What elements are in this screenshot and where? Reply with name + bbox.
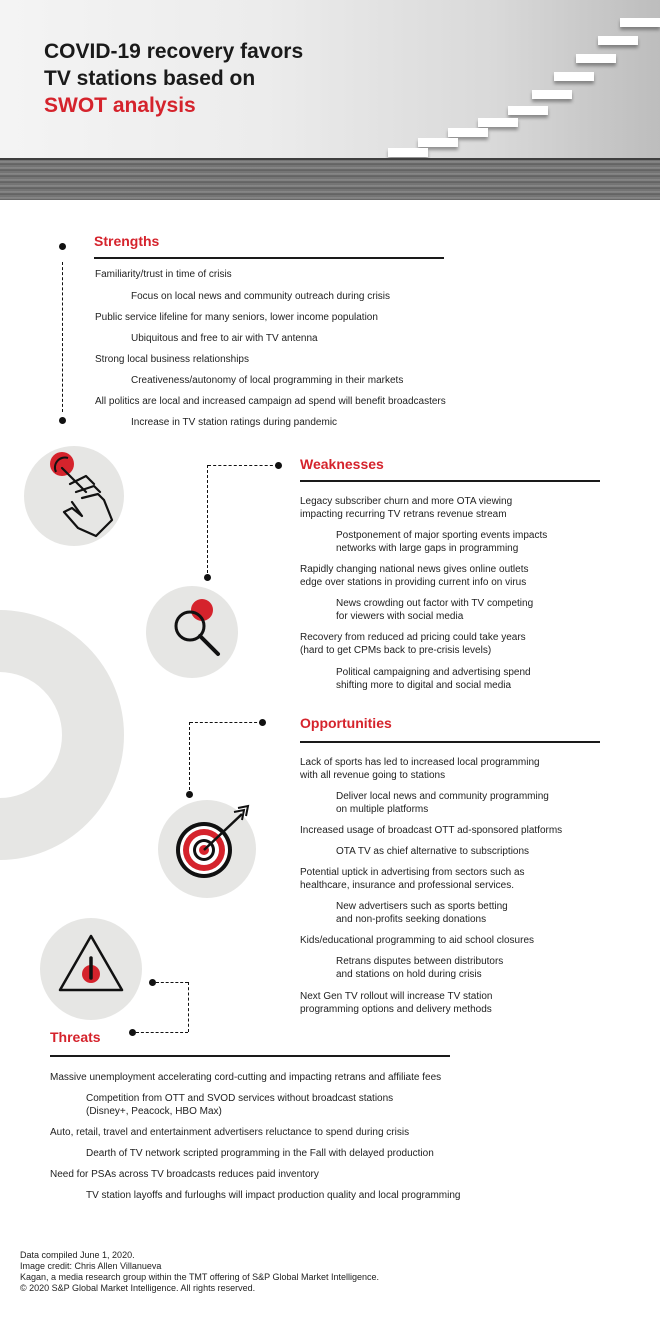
- strength-item: Strong local business relationships: [95, 354, 249, 365]
- opportunities-title: Opportunities: [300, 715, 392, 731]
- footer-copyright: © 2020 S&P Global Market Intelligence. All rights reserved.: [20, 1283, 256, 1293]
- strength-subitem: Creativeness/autonomy of local programming in their markets: [131, 375, 404, 386]
- opportunity-subitem: Retrans disputes between distributors and stations on hold during crisis: [336, 956, 504, 980]
- connector-dash: [190, 722, 262, 723]
- hand-touch-icon: [24, 446, 124, 546]
- weaknesses-title: Weaknesses: [300, 456, 384, 472]
- footer-source: Kagan, a media research group within the TMT offering of S&P Global Market Intelligence.: [20, 1272, 380, 1282]
- threat-subitem: TV station layoffs and furloughs will impact production quality and local programming: [86, 1190, 461, 1201]
- weakness-subitem: Postponement of major sporting events impacts networks with large gaps in programming: [336, 530, 548, 554]
- strength-item: Familiarity/trust in time of crisis: [95, 269, 232, 280]
- connector-dash: [207, 465, 208, 573]
- threats-rule: [50, 1055, 450, 1057]
- opportunity-item: Kids/educational programming to aid school closures: [300, 935, 535, 946]
- timeline-dot: [149, 979, 156, 986]
- stair-step: [478, 118, 518, 127]
- ledge: [0, 160, 660, 200]
- timeline-dot: [204, 574, 211, 581]
- threat-item: Massive unemployment accelerating cord-cutting and impacting retrans and affiliate fees: [50, 1072, 442, 1083]
- weakness-item: Rapidly changing national news gives online outlets edge over stations in providing current info on virus: [300, 564, 529, 588]
- opportunity-item: Next Gen TV rollout will increase TV station programming options and delivery methods: [300, 991, 493, 1015]
- stair-step: [418, 138, 458, 147]
- weakness-item: Legacy subscriber churn and more OTA viewing impacting recurring TV retrans revenue stream: [300, 496, 513, 520]
- footer-date: Data compiled June 1, 2020.: [20, 1250, 135, 1260]
- threat-subitem: Dearth of TV network scripted programming in the Fall with delayed production: [86, 1148, 434, 1159]
- connector-dash: [156, 982, 188, 983]
- stair-step: [448, 128, 488, 137]
- weakness-subitem: Political campaigning and advertising spend shifting more to digital and social media: [336, 667, 531, 691]
- opportunity-item: Potential uptick in advertising from sectors such as healthcare, insurance and professional services.: [300, 867, 525, 891]
- strengths-rule: [94, 257, 444, 259]
- strength-subitem: Ubiquitous and free to air with TV antenna: [131, 333, 318, 344]
- warning-triangle-icon: [40, 918, 142, 1020]
- connector-dash: [208, 465, 278, 466]
- weakness-item: Recovery from reduced ad pricing could take years (hard to get CPMs back to pre-crisis levels): [300, 632, 526, 656]
- target-arrow-icon: [158, 800, 256, 898]
- stair-step: [388, 148, 428, 157]
- footer-notes: [20, 1250, 379, 1294]
- timeline-dot: [59, 417, 66, 424]
- page-title: [44, 38, 303, 119]
- timeline-dot: [59, 243, 66, 250]
- timeline-dot: [129, 1029, 136, 1036]
- opportunity-item: Increased usage of broadcast OTT ad-sponsored platforms: [300, 825, 563, 836]
- connector-dash: [188, 982, 189, 1032]
- stair-step: [576, 54, 616, 63]
- weaknesses-rule: [300, 480, 600, 482]
- opportunity-subitem: New advertisers such as sports betting and non-profits seeking donations: [336, 901, 508, 925]
- threat-subitem: Competition from OTT and SVOD services without broadcast stations (Disney+, Peacock, HBO Max): [86, 1093, 394, 1117]
- stair-step: [508, 106, 548, 115]
- threats-title: Threats: [50, 1029, 101, 1045]
- opportunity-subitem: OTA TV as chief alternative to subscriptions: [336, 846, 530, 857]
- magnifier-icon: [146, 586, 238, 678]
- timeline-dot: [275, 462, 282, 469]
- strength-item: All politics are local and increased campaign ad spend will benefit broadcasters: [95, 396, 446, 407]
- stair-step: [554, 72, 594, 81]
- footer-image-credit: Image credit: Chris Allen Villanueva: [20, 1261, 162, 1271]
- opportunity-item: Lack of sports has led to increased local programming with all revenue going to stations: [300, 757, 540, 781]
- strength-subitem: Focus on local news and community outreach during crisis: [131, 291, 391, 302]
- stair-step: [620, 18, 660, 27]
- threat-item: Need for PSAs across TV broadcasts reduces paid inventory: [50, 1169, 319, 1180]
- connector-dash: [136, 1032, 188, 1033]
- stair-step: [598, 36, 638, 45]
- timeline-dot: [186, 791, 193, 798]
- title-line-1: COVID-19 recovery favors: [44, 40, 304, 63]
- strength-subitem: Increase in TV station ratings during pandemic: [131, 417, 338, 428]
- title-line-3: SWOT analysis: [44, 94, 196, 117]
- connector-dash: [189, 722, 190, 790]
- opportunities-rule: [300, 741, 600, 743]
- decorative-ring: [0, 610, 124, 860]
- strengths-title: Strengths: [94, 233, 160, 249]
- opportunity-subitem: Deliver local news and community programming on multiple platforms: [336, 791, 549, 815]
- timeline-dot: [259, 719, 266, 726]
- stair-step: [532, 90, 572, 99]
- timeline-dash: [62, 262, 63, 412]
- threat-item: Auto, retail, travel and entertainment advertisers reluctance to spend during crisis: [50, 1127, 410, 1138]
- strength-item: Public service lifeline for many seniors, lower income population: [95, 312, 378, 323]
- title-line-2: TV stations based on: [44, 67, 256, 90]
- weakness-subitem: News crowding out factor with TV competing for viewers with social media: [336, 598, 534, 622]
